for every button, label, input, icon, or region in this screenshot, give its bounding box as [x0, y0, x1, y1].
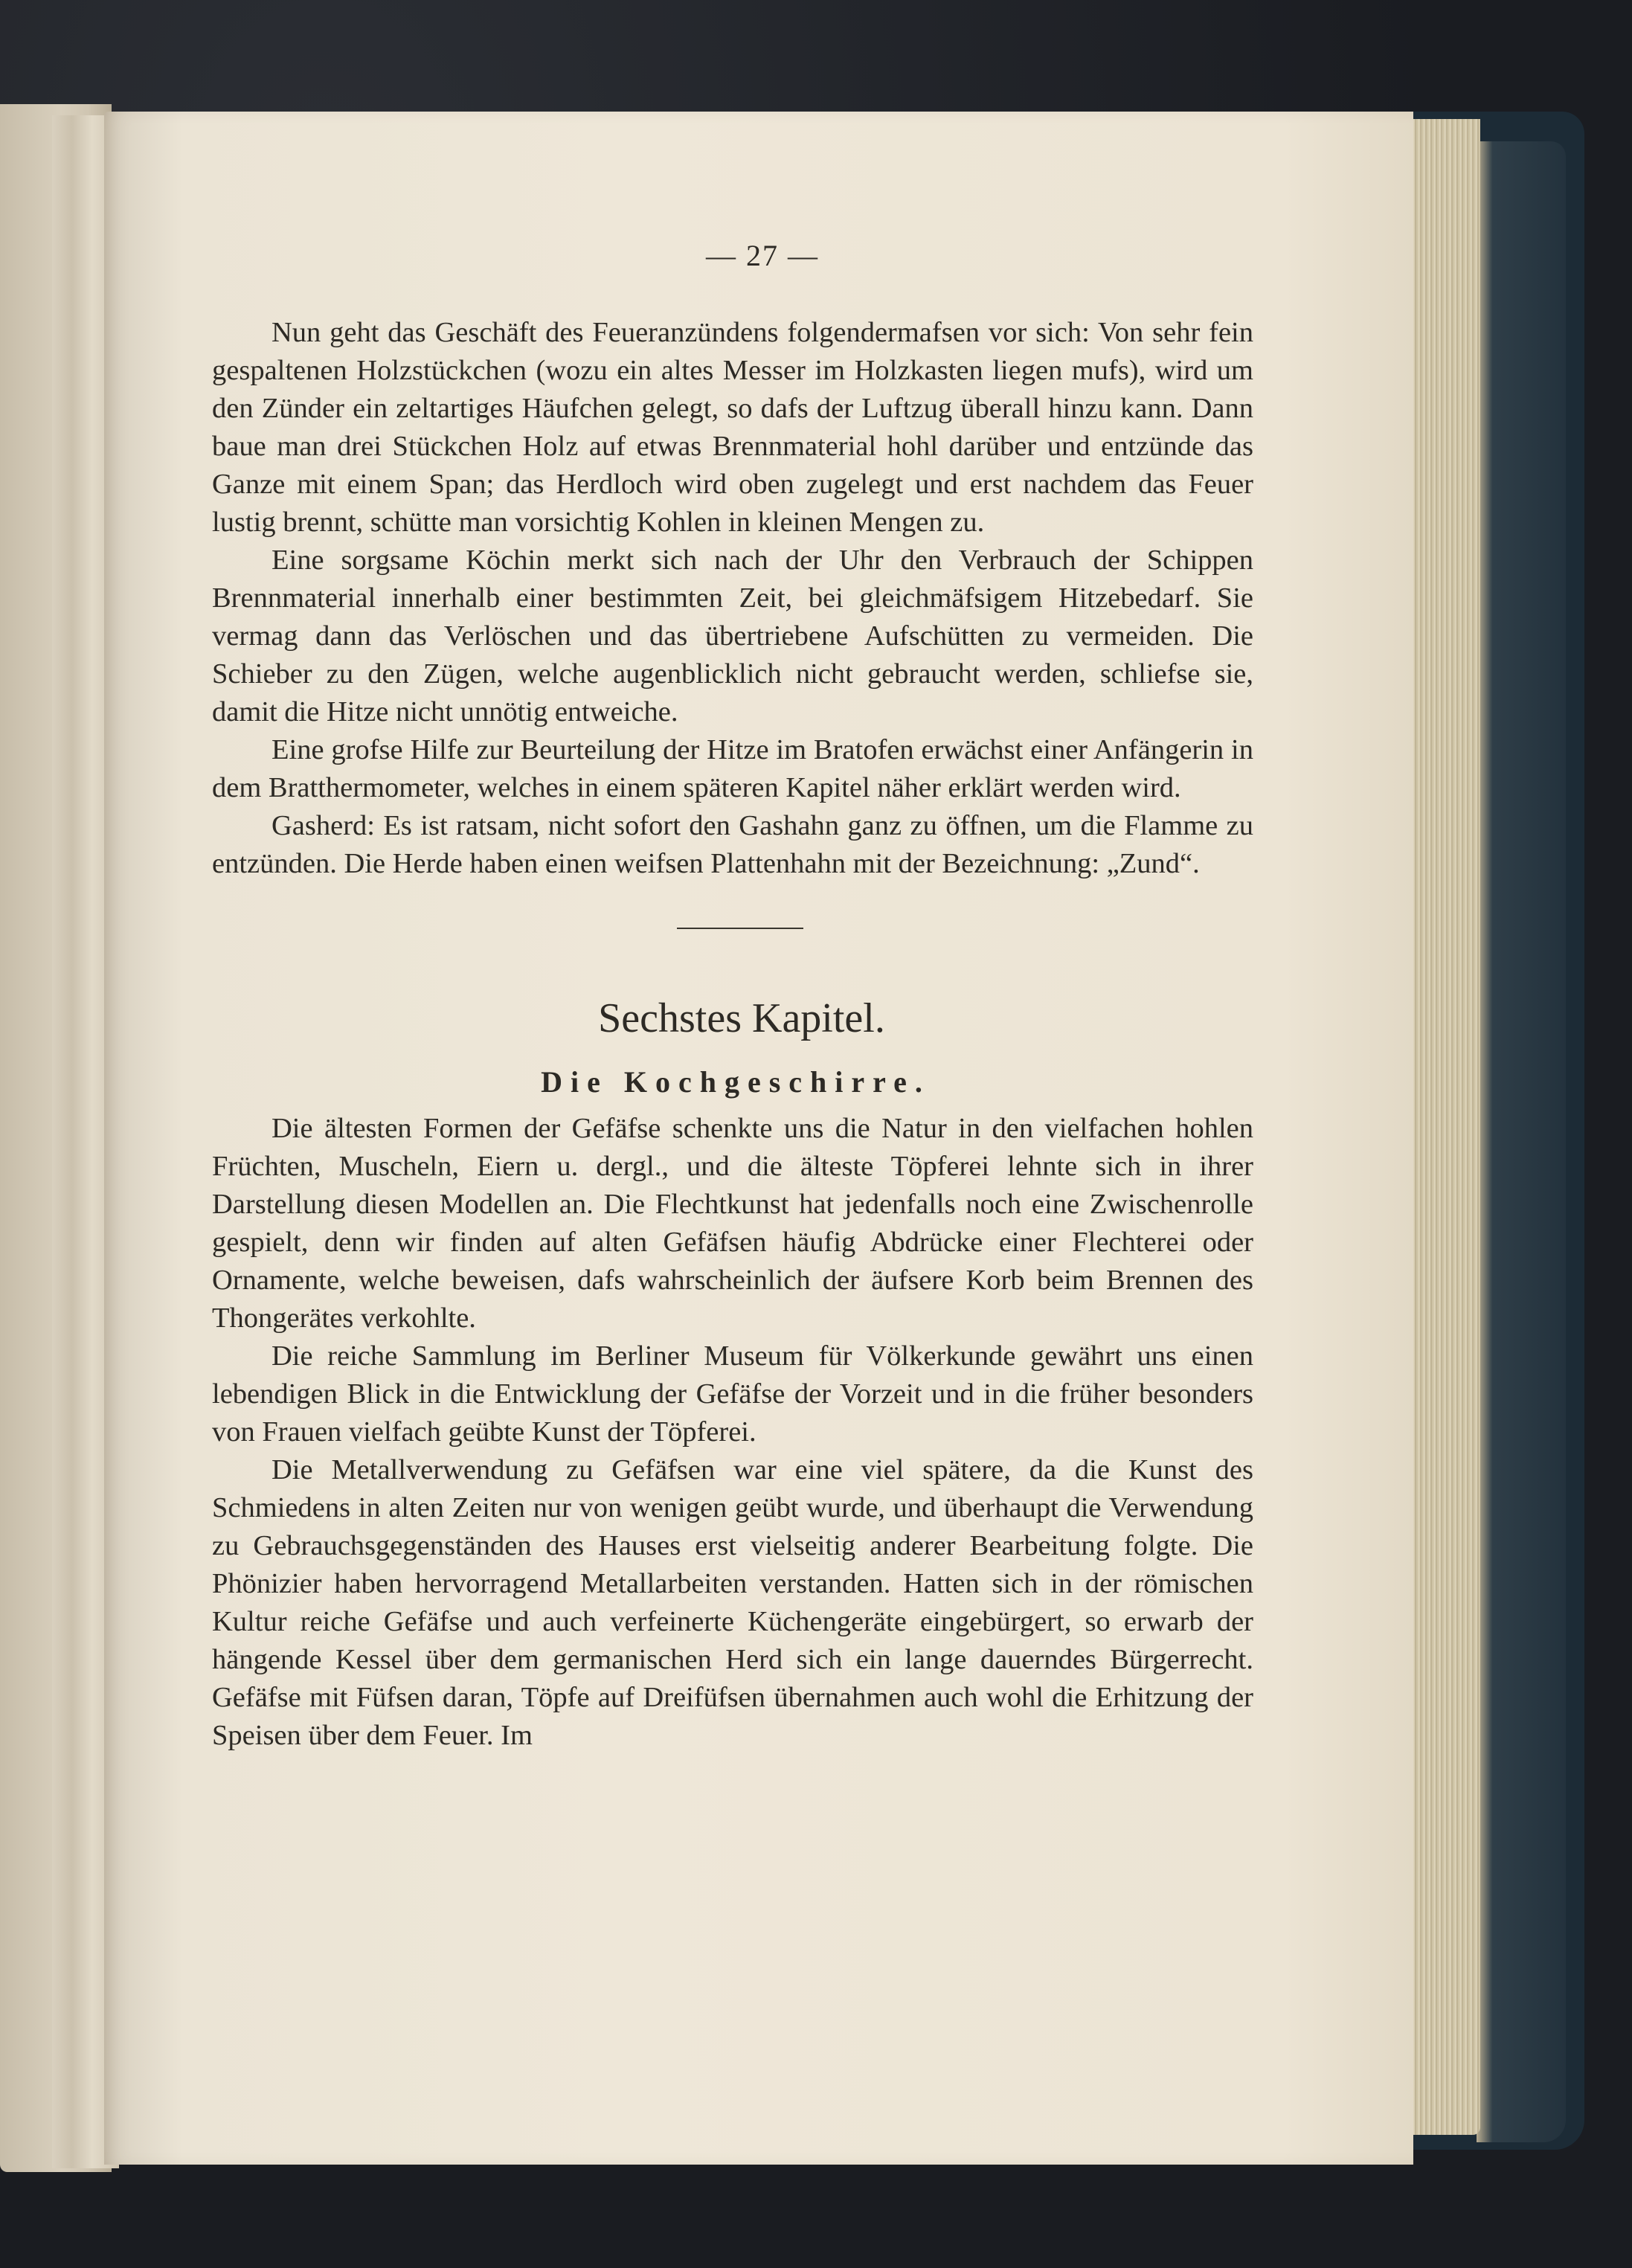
section-divider [677, 928, 803, 929]
paragraph: Die Metallverwendung zu Gefäfsen war eine viel spätere, da die Kunst des Schmiedens in alten Zeiten nur von wenigen geübt wurde, und überhaupt die Verwendung zu Gebrauchsgegenständen des Hauses erst vielseitig anderer Bearbeitung folgte. Die Phönizier haben hervorragend Metallarbeiten verstanden. Hatten sich in der römischen Kultur reiche Gefäfse und auch verfeinerte Küchengeräte eingebürgert, so erwarb der hängende Kessel über dem germanischen Herd sich ein lange dauerndes Bürgerrecht. Gefäfse mit Füfsen daran, Töpfe auf Dreifüfsen übernahmen auch wohl die Erhitzung der Speisen über dem Feuer. Im [212, 1454, 1253, 1751]
cover-edge [1477, 141, 1566, 2142]
paragraph: Eine grofse Hilfe zur Beurteilung der Hitze im Bratofen erwächst einer Anfängerin in dem Bratthermometer, welches in einem späteren Kapitel näher erklärt werden wird. [212, 734, 1253, 803]
paragraph: Gasherd: Es ist ratsam, nicht sofort den Gashahn ganz zu öffnen, um die Flamme zu entzünden. Die Herde haben einen weifsen Plattenhahn mit der Bezeichnung: „Zund“. [212, 810, 1253, 879]
page-content [212, 238, 1253, 1755]
page-number: — 27 — [706, 239, 819, 272]
paragraph: Nun geht das Geschäft des Feueranzündens folgendermafsen vor sich: Von sehr fein gespaltenen Holzstückchen (wozu ein altes Messer im Holzkasten liegen mufs), wird um den Zünder ein zeltartiges Häufchen gelegt, so dafs der Luftzug überall hinzu kann. Dann baue man drei Stückchen Holz auf etwas Brennmaterial hohl darüber und entzünde das Ganze mit einem Span; das Herdloch wird oben zugelegt und erst nachdem das Feuer lustig brennt, schütte man vorsichtig Kohlen in kleinen Mengen zu. [212, 317, 1253, 538]
paragraph: Die reiche Sammlung im Berliner Museum für Völkerkunde gewährt uns einen lebendigen Blick in die Entwicklung der Gefäfse der Vorzeit und in die früher besonders von Frauen vielfach geübte Kunst der Töpferei. [212, 1340, 1253, 1448]
section-title: Die Kochgeschirre. [541, 1065, 931, 1099]
right-page [104, 112, 1413, 2165]
paragraph: Eine sorgsame Köchin merkt sich nach der Uhr den Verbrauch der Schippen Brennmaterial innerhalb einer bestimmten Zeit, bei gleichmäfsigem Hitzebedarf. Sie vermag dann das Verlöschen und das übertriebene Aufschütten zu vermeiden. Die Schieber zu den Zügen, welche augenblicklich nicht gebraucht werden, schliefse sie, damit die Hitze nicht unnötig entweiche. [212, 544, 1253, 727]
paragraph: Die ältesten Formen der Gefäfse schenkte uns die Natur in den vielfachen hohlen Früchten, Muscheln, Eiern u. dergl., und die älteste Töpferei lehnte sich in ihrer Darstellung diesen Modellen an. Die Flechtkunst hat jedenfalls noch eine Zwischenrolle gespielt, denn wir finden auf alten Gefäfsen häufig Abdrücke einer Flechterei oder Ornamente, welche beweisen, dafs wahrscheinlich der äufsere Korb beim Brennen des Thongerätes verkohlte. [212, 1113, 1253, 1334]
chapter-title: Sechstes Kapitel. [598, 995, 885, 1041]
